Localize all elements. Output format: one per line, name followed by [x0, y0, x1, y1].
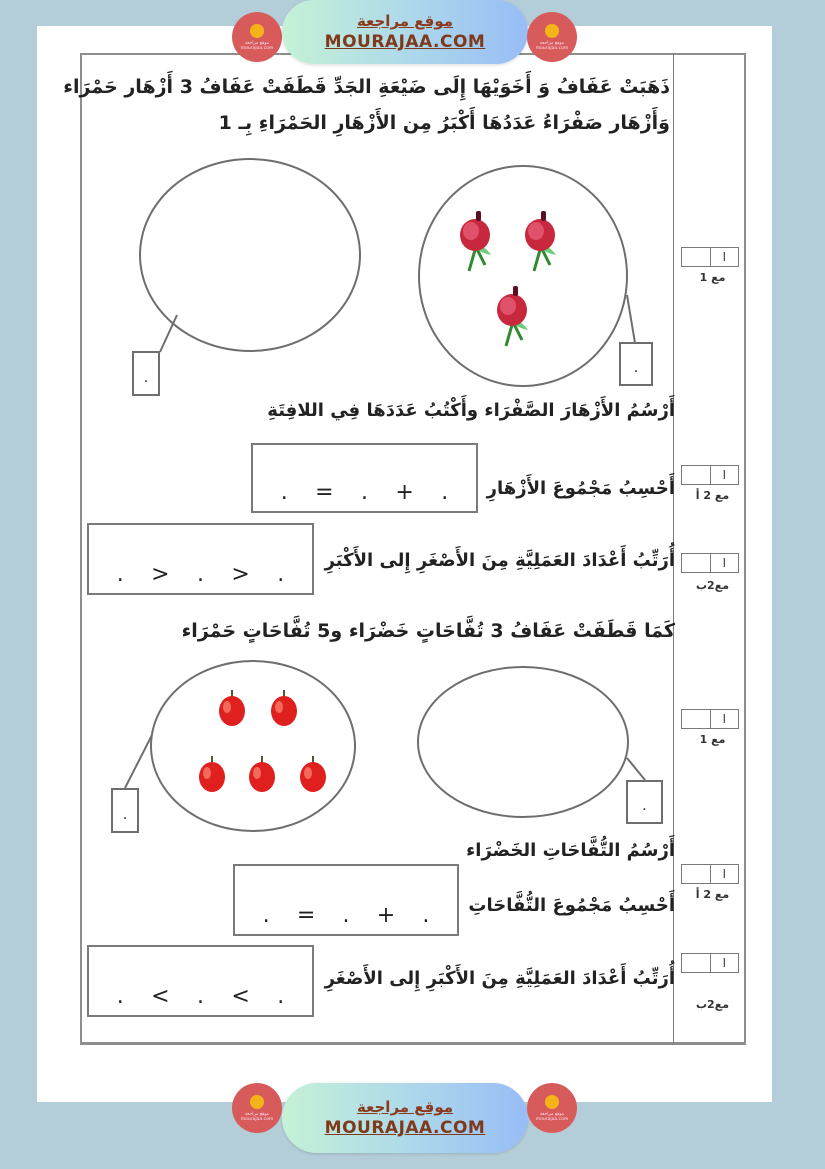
red-apple-icon — [197, 754, 227, 794]
banner-domain[interactable]: MOURAJAA.COM — [324, 1118, 486, 1138]
score-box-2[interactable]: ا — [681, 465, 739, 485]
badge-caption-en: mourajaa.com — [535, 1116, 569, 1122]
green-apples-count-sign[interactable]: . — [626, 780, 663, 824]
score-box-4[interactable]: ا — [681, 709, 739, 729]
part1-sum-answer-box[interactable]: . = . + . — [251, 443, 478, 513]
yellow-flowers-drawing-area[interactable] — [139, 158, 361, 352]
site-badge-right-top — [527, 12, 577, 62]
score-box-1[interactable]: ا — [681, 247, 739, 267]
red-apple-icon — [247, 754, 277, 794]
site-badge-right-bottom — [527, 1083, 577, 1133]
site-badge-left-bottom — [232, 1083, 282, 1133]
criterion-label-6: مع2ب — [695, 998, 730, 1011]
criterion-label-2: مع 2 أ — [695, 489, 730, 502]
part1-order-instruction: أُرَتِّبُ أَعْدَادَ العَمَلِيَّةِ مِنَ الأَصْغَرِ إِلى الأَكْبَرِ — [324, 550, 675, 571]
red-apples-count-sign[interactable]: . — [111, 788, 139, 833]
part2-sum-answer-box[interactable]: . = . + . — [233, 864, 459, 936]
part2-order-answer-box[interactable]: . < . < . — [87, 945, 314, 1017]
book-icon — [250, 24, 264, 38]
criterion-label-4: مع 1 — [699, 733, 726, 746]
red-rose-icon — [455, 205, 505, 275]
part2-draw-instruction: أَرْسُمُ التُّفَّاحَاتِ الخَضْرَاء — [466, 840, 675, 861]
green-apples-drawing-area[interactable] — [417, 666, 629, 818]
criterion-label-3: مع2ب — [695, 579, 730, 592]
part2-sum-instruction: أَحْسِبُ مَجْمُوعَ التُّفَّاحَاتِ — [468, 895, 675, 916]
site-banner-bottom[interactable] — [282, 1083, 528, 1153]
badge-caption-ar: موقع مراجعة — [244, 40, 270, 46]
badge-caption-ar: موقع مراجعة — [539, 1111, 565, 1117]
red-flowers-count-sign[interactable]: . — [619, 342, 653, 386]
red-apple-icon — [269, 688, 299, 728]
banner-arabic-name: موقع مراجعة — [356, 1098, 454, 1116]
red-apples-set — [150, 660, 356, 832]
red-rose-icon — [492, 280, 542, 350]
badge-caption-en: mourajaa.com — [240, 1116, 274, 1122]
book-icon — [545, 1095, 559, 1109]
red-apple-icon — [298, 754, 328, 794]
banner-domain[interactable]: MOURAJAA.COM — [324, 32, 486, 52]
score-box-3[interactable]: ا — [681, 553, 739, 573]
badge-caption-en: mourajaa.com — [240, 45, 274, 51]
criterion-label-1: مع 1 — [699, 271, 726, 284]
badge-caption-en: mourajaa.com — [535, 45, 569, 51]
part2-order-instruction: أُرَتِّبُ أَعْدَادَ العَمَلِيَّةِ مِنَ الأَكْبَرِ إِلى الأَصْغَرِ — [324, 968, 675, 989]
score-box-5[interactable]: ا — [681, 864, 739, 884]
badge-caption-ar: موقع مراجعة — [244, 1111, 270, 1117]
book-icon — [545, 24, 559, 38]
part1-intro-line2: وَأَزْهَار صَفْرَاءُ عَدَدُهَا أَكْبَرُ مِن الأَزْهَارِ الحَمْرَاءِ بِـ 1 — [218, 112, 670, 134]
book-icon — [250, 1095, 264, 1109]
criterion-label-5: مع 2 أ — [695, 888, 730, 901]
yellow-flowers-count-sign[interactable]: . — [132, 351, 160, 396]
part1-sum-instruction: أَحْسِبُ مَجْمُوعَ الأَزْهَارِ — [486, 478, 675, 499]
part2-intro: كَمَا قَطَفَتْ عَفَافُ 3 تُفَّاحَاتٍ خَضْرَاء و5 تُفَّاحَاتٍ حَمْرَاء — [181, 620, 675, 642]
site-badge-left-top — [232, 12, 282, 62]
banner-arabic-name: موقع مراجعة — [356, 12, 454, 30]
site-banner-top[interactable] — [282, 0, 528, 64]
red-rose-icon — [520, 205, 570, 275]
part1-intro-line1: ذَهَبَتْ عَفَافُ وَ أَخَوَيْهَا إِلَى ضَيْعَةِ الجَدِّ قَطَفَتْ عَفَافُ 3 أَزْهَار حَمْرَاء — [63, 76, 670, 98]
part1-draw-instruction: أَرْسُمُ الأَزْهَارَ الصَّفْرَاء وأَكْتُبُ عَدَدَهَا فِي اللافِتَةِ — [267, 400, 675, 421]
badge-caption-ar: موقع مراجعة — [539, 40, 565, 46]
red-flowers-set — [418, 165, 628, 387]
part1-order-answer-box[interactable]: . > . > . — [87, 523, 314, 595]
red-apple-icon — [217, 688, 247, 728]
score-box-6[interactable]: ا — [681, 953, 739, 973]
